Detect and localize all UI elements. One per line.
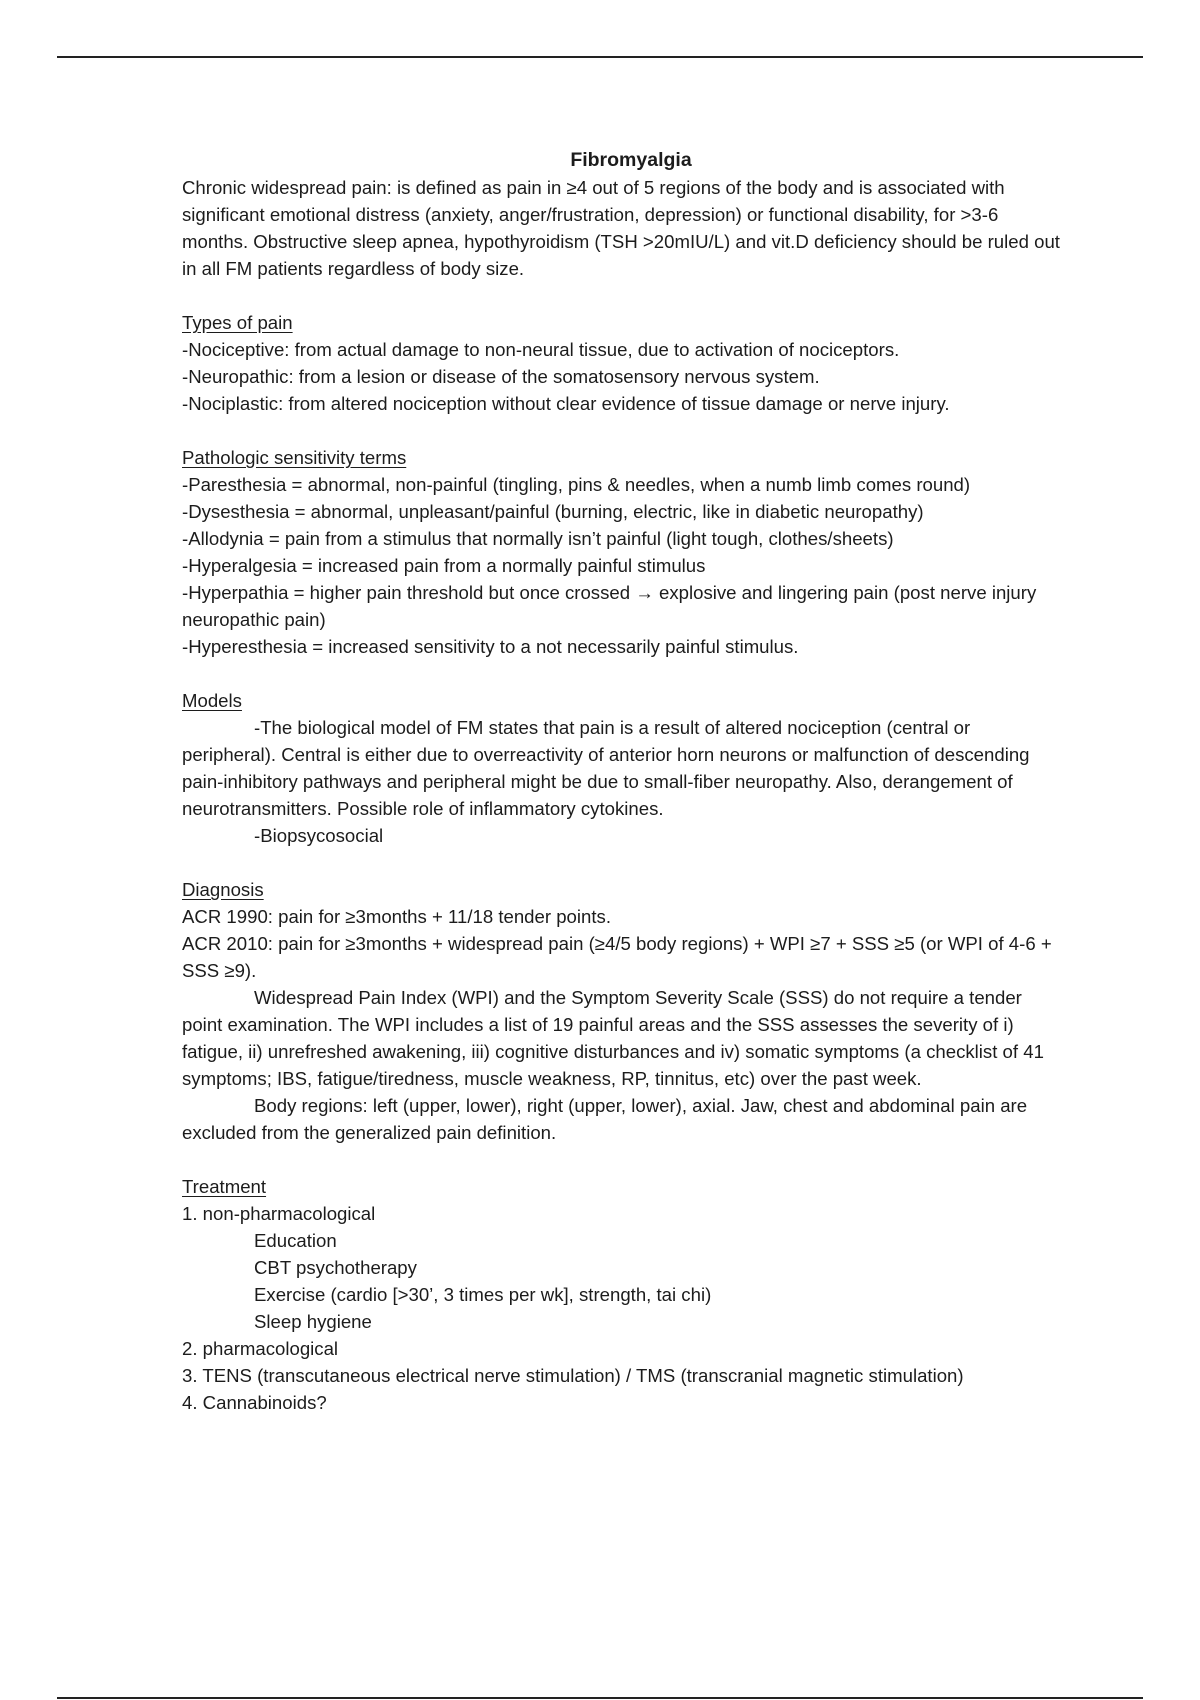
treatment-pharmacological: 2. pharmacological — [182, 1338, 339, 1359]
treatment-tens-tms: 3. TENS (transcutaneous electrical nerve stimulation) / TMS (transcranial magnetic stimulation) — [182, 1365, 964, 1386]
biological-model-paragraph: -The biological model of FM states that pain is a result of altered nociception (central or peripheral). Central is either due to overreactivity of anterior horn neurons or malfunction of descending pain-inhibitory pathways and peripheral might be due to small-fiber neuropathy. Also, derangement of neurotransmitters. Possible role of inflammatory cytokines. — [182, 717, 1030, 819]
treatment-section — [182, 1173, 1062, 1416]
intro-paragraph: Chronic widespread pain: is defined as pain in ≥4 out of 5 regions of the body and is associated with significant emotional distress (anxiety, anger/frustration, depression) or functional disability, for >3-6 months. Obstructive sleep apnea, hypothyroidism (TSH >20mIU/L) and vit.D deficiency should be ruled out in all FM patients regardless of body size. — [182, 177, 1060, 279]
document-title: Fibromyalgia — [570, 149, 692, 171]
models-heading: Models — [182, 690, 242, 711]
non-pharm-item: Sleep hygiene — [254, 1311, 372, 1332]
footer-rule — [57, 1697, 1143, 1699]
types-of-pain-section — [182, 309, 1062, 417]
acr-2010-criteria: ACR 2010: pain for ≥3months + widespread pain (≥4/5 body regions) + WPI ≥7 + SSS ≥5 (or WPI of 4-6 + SSS ≥9). — [182, 933, 1052, 981]
models-section — [182, 687, 1062, 849]
sensitivity-terms-section — [182, 444, 1062, 660]
sensitivity-term-item: -Dysesthesia = abnormal, unpleasant/painful (burning, electric, like in diabetic neuropathy) — [182, 501, 924, 522]
non-pharm-item: CBT psychotherapy — [254, 1257, 417, 1278]
sensitivity-term-item: -Paresthesia = abnormal, non-painful (tingling, pins & needles, when a numb limb comes round) — [182, 474, 971, 495]
diagnosis-heading: Diagnosis — [182, 879, 264, 900]
biopsychosocial-model: -Biopsycosocial — [254, 825, 384, 846]
header-rule — [57, 56, 1143, 58]
non-pharm-item: Education — [254, 1230, 337, 1251]
treatment-non-pharmacological: 1. non-pharmacological — [182, 1203, 376, 1224]
non-pharm-item: Exercise (cardio [>30’, 3 times per wk], strength, tai chi) — [254, 1284, 712, 1305]
wpi-sss-paragraph: Widespread Pain Index (WPI) and the Symptom Severity Scale (SSS) do not require a tender point examination. The WPI includes a list of 19 painful areas and the SSS assesses the severity of i) fatigue, ii) unrefreshed awakening, iii) cognitive disturbances and iv) somatic symptoms (a checklist of 41 symptoms; IBS, fatigue/tiredness, muscle weakness, RP, tinnitus, etc) over the past week. — [182, 987, 1044, 1089]
treatment-cannabinoids: 4. Cannabinoids? — [182, 1392, 327, 1413]
sensitivity-term-item: -Hyperesthesia = increased sensitivity to a not necessarily painful stimulus. — [182, 636, 799, 657]
treatment-heading: Treatment — [182, 1176, 267, 1197]
pain-type-item: -Nociplastic: from altered nociception without clear evidence of tissue damage or nerve injury. — [182, 393, 950, 414]
pain-type-item: -Neuropathic: from a lesion or disease of the somatosensory nervous system. — [182, 366, 820, 387]
document-body — [182, 147, 1062, 1416]
sensitivity-term-item: -Hyperpathia = higher pain threshold but once crossed → explosive and lingering pain (post nerve injury neuropathic pain) — [182, 582, 1037, 630]
sensitivity-term-item: -Allodynia = pain from a stimulus that normally isn’t painful (light tough, clothes/sheets) — [182, 528, 894, 549]
types-of-pain-heading: Types of pain — [182, 312, 293, 333]
sensitivity-terms-heading: Pathologic sensitivity terms — [182, 447, 407, 468]
pain-type-item: -Nociceptive: from actual damage to non-neural tissue, due to activation of nociceptors. — [182, 339, 900, 360]
acr-1990-criteria: ACR 1990: pain for ≥3months + 11/18 tender points. — [182, 906, 611, 927]
diagnosis-section — [182, 876, 1062, 1146]
body-regions-paragraph: Body regions: left (upper, lower), right (upper, lower), axial. Jaw, chest and abdominal pain are excluded from the generalized pain definition. — [182, 1095, 1028, 1143]
sensitivity-term-item: -Hyperalgesia = increased pain from a normally painful stimulus — [182, 555, 706, 576]
